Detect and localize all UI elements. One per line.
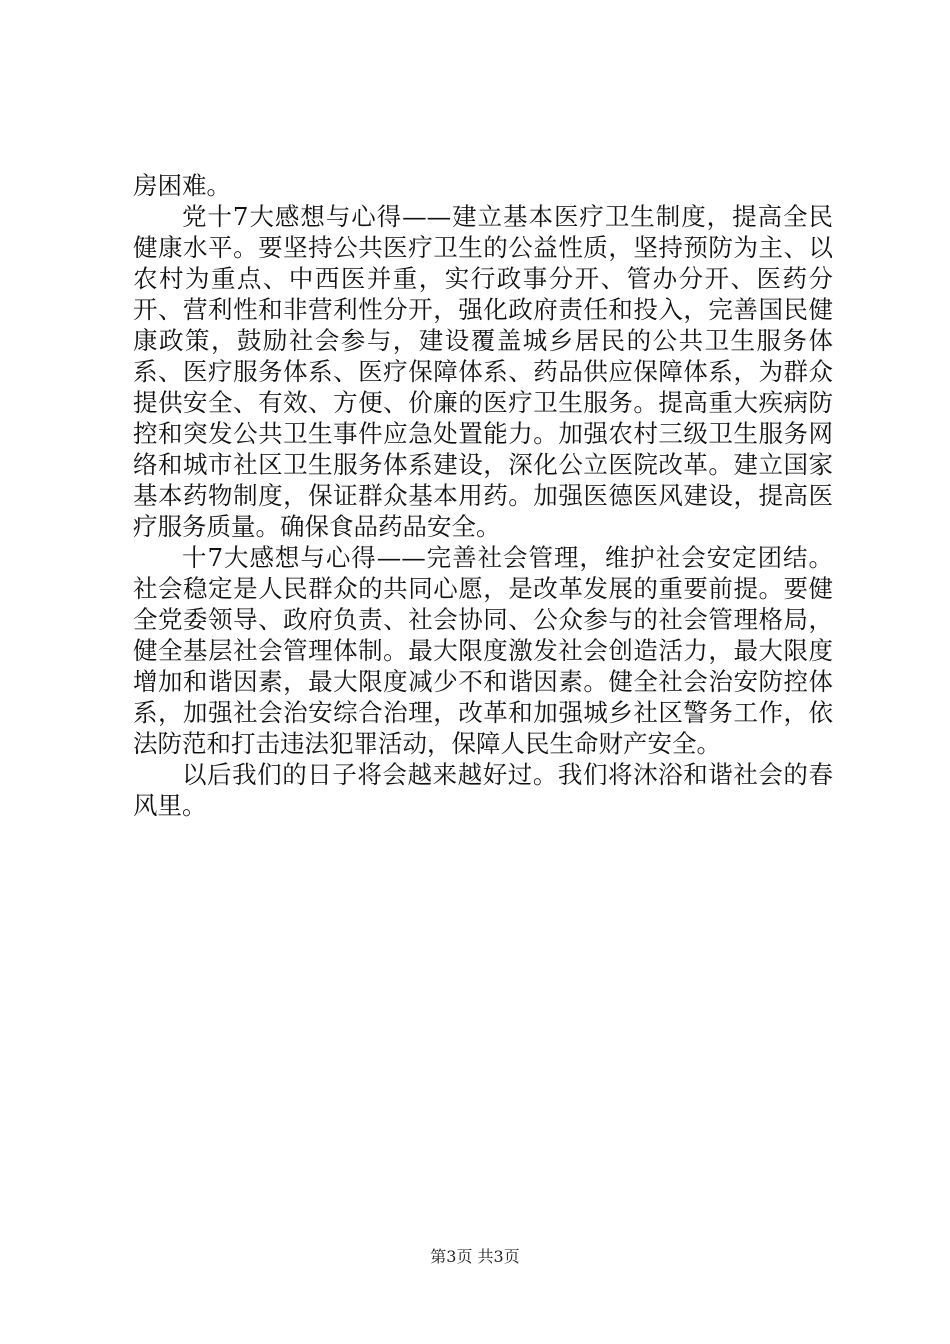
paragraph-conclusion: 以后我们的日子将会越来越好过。我们将沐浴和谐社会的春风里。: [133, 760, 833, 820]
page-number: 第3页 共3页: [430, 1247, 520, 1266]
paragraph-healthcare: 党十7大感想与心得——建立基本医疗卫生制度，提高全民健康水平。要坚持公共医疗卫生的公益性质，坚持预防为主、以农村为重点、中西医并重，实行政事分开、管办分开、医药分开、营利性和非营利性分开，强化政府责任和投入，完善国民健康政策，鼓励社会参与，建设覆盖城乡居民的公共卫生服务体系、医疗服务体系、医疗保障体系、药品供应保障体系，为群众提供安全、有效、方便、价廉的医疗卫生服务。提高重大疾病防控和突发公共卫生事件应急处置能力。加强农村三级卫生服务网络和城市社区卫生服务体系建设，深化公立医院改革。建立国家基本药物制度，保证群众基本用药。加强医德医风建设，提高医疗服务质量。确保食品药品安全。: [133, 202, 833, 541]
paragraph-social-management: 十7大感想与心得——完善社会管理，维护社会安定团结。社会稳定是人民群众的共同心愿，是改革发展的重要前提。要健全党委领导、政府负责、社会协同、公众参与的社会管理格局，健全基层社会管理体制。最大限度激发社会创造活力，最大限度增加和谐因素，最大限度减少不和谐因素。健全社会治安防控体系，加强社会治安综合治理，改革和加强城乡社区警务工作，依法防范和打击违法犯罪活动，保障人民生命财产安全。: [133, 543, 833, 758]
paragraph-continuation: 房困难。: [133, 171, 231, 200]
document-body: [133, 170, 833, 821]
